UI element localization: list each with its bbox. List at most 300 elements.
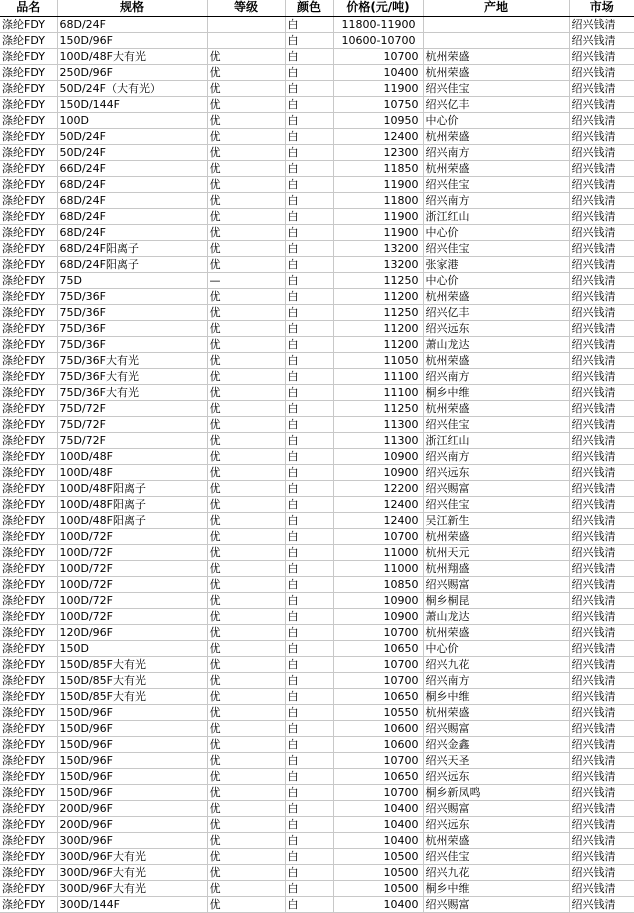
cell-origin: 绍兴佳宝 [423, 416, 569, 432]
cell-market: 绍兴钱清 [569, 352, 634, 368]
cell-color: 白 [285, 304, 333, 320]
table-row [0, 592, 634, 608]
cell-spec: 100D/48F [57, 464, 207, 480]
cell-origin: 杭州荣盛 [423, 128, 569, 144]
cell-market: 绍兴钱清 [569, 64, 634, 80]
cell-market: 绍兴钱清 [569, 464, 634, 480]
cell-grade: 优 [207, 544, 285, 560]
cell-market: 绍兴钱清 [569, 608, 634, 624]
cell-spec: 100D/48F阳离子 [57, 480, 207, 496]
table-row [0, 752, 634, 768]
cell-color: 白 [285, 496, 333, 512]
cell-origin: 绍兴佳宝 [423, 496, 569, 512]
cell-grade: 优 [207, 832, 285, 848]
table-row [0, 704, 634, 720]
cell-product-name: 涤纶FDY [0, 896, 57, 912]
table-row [0, 32, 634, 48]
cell-market: 绍兴钱清 [569, 128, 634, 144]
cell-product-name: 涤纶FDY [0, 48, 57, 64]
cell-grade: 优 [207, 256, 285, 272]
cell-market: 绍兴钱清 [569, 528, 634, 544]
cell-price: 10700 [333, 624, 423, 640]
cell-origin: 桐乡中维 [423, 880, 569, 896]
cell-origin: 桐乡新凤鸣 [423, 784, 569, 800]
cell-spec: 150D/85F大有光 [57, 672, 207, 688]
cell-price: 10400 [333, 800, 423, 816]
cell-product-name: 涤纶FDY [0, 848, 57, 864]
cell-product-name: 涤纶FDY [0, 384, 57, 400]
cell-origin: 绍兴南方 [423, 448, 569, 464]
cell-product-name: 涤纶FDY [0, 320, 57, 336]
cell-color: 白 [285, 16, 333, 32]
cell-grade: 优 [207, 720, 285, 736]
cell-market: 绍兴钱清 [569, 480, 634, 496]
table-row [0, 208, 634, 224]
cell-market: 绍兴钱清 [569, 224, 634, 240]
cell-product-name: 涤纶FDY [0, 304, 57, 320]
cell-price: 10750 [333, 96, 423, 112]
cell-market: 绍兴钱清 [569, 416, 634, 432]
cell-spec: 75D [57, 272, 207, 288]
cell-spec: 150D/144F [57, 96, 207, 112]
cell-origin: 杭州荣盛 [423, 48, 569, 64]
cell-market: 绍兴钱清 [569, 160, 634, 176]
cell-product-name: 涤纶FDY [0, 576, 57, 592]
table-row [0, 304, 634, 320]
header-product-name: 品名 [0, 0, 57, 16]
cell-spec: 150D/96F [57, 768, 207, 784]
cell-origin: 绍兴九花 [423, 864, 569, 880]
cell-price: 10600-10700 [333, 32, 423, 48]
cell-origin: 杭州翔盛 [423, 560, 569, 576]
table-row [0, 48, 634, 64]
cell-market: 绍兴钱清 [569, 592, 634, 608]
cell-product-name: 涤纶FDY [0, 336, 57, 352]
cell-price: 10500 [333, 848, 423, 864]
cell-origin: 中心价 [423, 224, 569, 240]
cell-product-name: 涤纶FDY [0, 704, 57, 720]
cell-color: 白 [285, 208, 333, 224]
cell-price: 12400 [333, 512, 423, 528]
cell-color: 白 [285, 288, 333, 304]
cell-color: 白 [285, 80, 333, 96]
table-row [0, 192, 634, 208]
cell-color: 白 [285, 848, 333, 864]
cell-product-name: 涤纶FDY [0, 672, 57, 688]
cell-spec: 68D/24F [57, 176, 207, 192]
cell-spec: 50D/24F（大有光） [57, 80, 207, 96]
cell-price: 11250 [333, 304, 423, 320]
cell-price: 12300 [333, 144, 423, 160]
cell-price: 10550 [333, 704, 423, 720]
cell-product-name: 涤纶FDY [0, 656, 57, 672]
cell-market: 绍兴钱清 [569, 240, 634, 256]
cell-color: 白 [285, 752, 333, 768]
table-row [0, 544, 634, 560]
cell-origin: 绍兴佳宝 [423, 176, 569, 192]
cell-product-name: 涤纶FDY [0, 720, 57, 736]
table-row [0, 368, 634, 384]
cell-grade: 优 [207, 848, 285, 864]
table-row [0, 848, 634, 864]
cell-spec: 50D/24F [57, 144, 207, 160]
cell-grade: 优 [207, 640, 285, 656]
cell-grade [207, 16, 285, 32]
cell-grade: 优 [207, 304, 285, 320]
table-row [0, 272, 634, 288]
table-row [0, 672, 634, 688]
cell-product-name: 涤纶FDY [0, 160, 57, 176]
cell-market: 绍兴钱清 [569, 512, 634, 528]
table-row [0, 352, 634, 368]
cell-origin: 萧山龙达 [423, 336, 569, 352]
cell-product-name: 涤纶FDY [0, 144, 57, 160]
cell-grade: 优 [207, 576, 285, 592]
cell-market: 绍兴钱清 [569, 176, 634, 192]
cell-origin: 绍兴天圣 [423, 752, 569, 768]
cell-product-name: 涤纶FDY [0, 368, 57, 384]
cell-color: 白 [285, 176, 333, 192]
cell-color: 白 [285, 96, 333, 112]
table-row [0, 176, 634, 192]
cell-market: 绍兴钱清 [569, 208, 634, 224]
cell-color: 白 [285, 448, 333, 464]
cell-color: 白 [285, 416, 333, 432]
cell-grade: 优 [207, 800, 285, 816]
cell-grade: 优 [207, 464, 285, 480]
cell-spec: 300D/96F大有光 [57, 880, 207, 896]
cell-price: 11900 [333, 224, 423, 240]
cell-color: 白 [285, 576, 333, 592]
cell-origin [423, 16, 569, 32]
cell-color: 白 [285, 560, 333, 576]
cell-market: 绍兴钱清 [569, 880, 634, 896]
cell-origin: 杭州荣盛 [423, 624, 569, 640]
cell-origin: 杭州荣盛 [423, 528, 569, 544]
cell-market: 绍兴钱清 [569, 688, 634, 704]
cell-origin: 杭州荣盛 [423, 352, 569, 368]
cell-origin: 桐乡中维 [423, 384, 569, 400]
table-row [0, 96, 634, 112]
cell-grade: 优 [207, 160, 285, 176]
table-row [0, 512, 634, 528]
cell-grade: 优 [207, 624, 285, 640]
cell-color: 白 [285, 32, 333, 48]
cell-product-name: 涤纶FDY [0, 176, 57, 192]
cell-grade: 优 [207, 688, 285, 704]
cell-market: 绍兴钱清 [569, 256, 634, 272]
cell-product-name: 涤纶FDY [0, 32, 57, 48]
table-row [0, 736, 634, 752]
table-row [0, 64, 634, 80]
cell-grade: 优 [207, 208, 285, 224]
cell-spec: 75D/36F [57, 336, 207, 352]
cell-color: 白 [285, 816, 333, 832]
cell-spec: 150D/96F [57, 784, 207, 800]
cell-grade: 优 [207, 592, 285, 608]
cell-origin: 绍兴远东 [423, 768, 569, 784]
cell-spec: 120D/96F [57, 624, 207, 640]
cell-price: 12200 [333, 480, 423, 496]
cell-market: 绍兴钱清 [569, 576, 634, 592]
cell-product-name: 涤纶FDY [0, 512, 57, 528]
cell-price: 11000 [333, 544, 423, 560]
table-row [0, 128, 634, 144]
cell-color: 白 [285, 544, 333, 560]
cell-market: 绍兴钱清 [569, 672, 634, 688]
cell-color: 白 [285, 784, 333, 800]
table-row [0, 832, 634, 848]
cell-spec: 150D [57, 640, 207, 656]
cell-product-name: 涤纶FDY [0, 64, 57, 80]
cell-grade: 优 [207, 48, 285, 64]
cell-price: 10850 [333, 576, 423, 592]
cell-price: 12400 [333, 496, 423, 512]
table-row [0, 144, 634, 160]
cell-spec: 100D/72F [57, 528, 207, 544]
cell-market: 绍兴钱清 [569, 768, 634, 784]
table-row [0, 480, 634, 496]
cell-product-name: 涤纶FDY [0, 800, 57, 816]
cell-grade: 优 [207, 528, 285, 544]
table-row [0, 768, 634, 784]
cell-origin: 中心价 [423, 640, 569, 656]
header-row [0, 0, 634, 16]
cell-price: 11250 [333, 272, 423, 288]
cell-color: 白 [285, 608, 333, 624]
cell-origin: 绍兴亿丰 [423, 304, 569, 320]
cell-price: 11850 [333, 160, 423, 176]
cell-product-name: 涤纶FDY [0, 432, 57, 448]
cell-market: 绍兴钱清 [569, 816, 634, 832]
table-row [0, 608, 634, 624]
cell-color: 白 [285, 480, 333, 496]
cell-spec: 200D/96F [57, 800, 207, 816]
cell-product-name: 涤纶FDY [0, 96, 57, 112]
cell-product-name: 涤纶FDY [0, 592, 57, 608]
cell-spec: 66D/24F [57, 160, 207, 176]
cell-origin: 绍兴佳宝 [423, 80, 569, 96]
cell-spec: 75D/72F [57, 432, 207, 448]
cell-spec: 75D/36F [57, 320, 207, 336]
cell-product-name: 涤纶FDY [0, 544, 57, 560]
table-row [0, 656, 634, 672]
cell-origin: 杭州荣盛 [423, 704, 569, 720]
cell-grade: 优 [207, 896, 285, 912]
cell-market: 绍兴钱清 [569, 320, 634, 336]
table-row [0, 784, 634, 800]
cell-product-name: 涤纶FDY [0, 112, 57, 128]
cell-market: 绍兴钱清 [569, 288, 634, 304]
cell-product-name: 涤纶FDY [0, 608, 57, 624]
cell-origin: 绍兴赐富 [423, 480, 569, 496]
cell-origin: 桐乡桐昆 [423, 592, 569, 608]
cell-price: 10650 [333, 688, 423, 704]
cell-grade: 优 [207, 736, 285, 752]
cell-price: 10650 [333, 768, 423, 784]
cell-color: 白 [285, 128, 333, 144]
cell-spec: 300D/96F大有光 [57, 848, 207, 864]
table-row [0, 896, 634, 912]
cell-color: 白 [285, 384, 333, 400]
cell-market: 绍兴钱清 [569, 48, 634, 64]
header-origin: 产地 [423, 0, 569, 16]
cell-origin: 绍兴赐富 [423, 896, 569, 912]
cell-grade: 优 [207, 112, 285, 128]
cell-spec: 75D/36F大有光 [57, 368, 207, 384]
cell-price: 13200 [333, 256, 423, 272]
cell-color: 白 [285, 64, 333, 80]
cell-price: 10900 [333, 592, 423, 608]
cell-price: 10500 [333, 880, 423, 896]
cell-origin: 浙江红山 [423, 208, 569, 224]
cell-spec: 75D/36F [57, 288, 207, 304]
cell-grade: 优 [207, 560, 285, 576]
cell-color: 白 [285, 240, 333, 256]
cell-product-name: 涤纶FDY [0, 272, 57, 288]
cell-color: 白 [285, 640, 333, 656]
cell-color: 白 [285, 352, 333, 368]
cell-origin: 绍兴赐富 [423, 800, 569, 816]
cell-color: 白 [285, 528, 333, 544]
cell-spec: 300D/96F大有光 [57, 864, 207, 880]
table-row [0, 112, 634, 128]
cell-spec: 150D/85F大有光 [57, 688, 207, 704]
cell-grade: 优 [207, 784, 285, 800]
cell-spec: 100D/48F [57, 448, 207, 464]
table-row [0, 624, 634, 640]
cell-spec: 100D/72F [57, 544, 207, 560]
cell-price: 11900 [333, 208, 423, 224]
cell-price: 10600 [333, 736, 423, 752]
cell-spec: 75D/72F [57, 400, 207, 416]
cell-product-name: 涤纶FDY [0, 688, 57, 704]
cell-product-name: 涤纶FDY [0, 400, 57, 416]
cell-price: 11250 [333, 400, 423, 416]
table-row [0, 224, 634, 240]
header-price: 价格(元/吨) [333, 0, 423, 16]
cell-origin: 杭州荣盛 [423, 64, 569, 80]
cell-price: 11200 [333, 336, 423, 352]
cell-product-name: 涤纶FDY [0, 816, 57, 832]
table-row [0, 256, 634, 272]
cell-product-name: 涤纶FDY [0, 640, 57, 656]
cell-color: 白 [285, 432, 333, 448]
cell-price: 12400 [333, 128, 423, 144]
cell-price: 10650 [333, 640, 423, 656]
cell-spec: 100D/48F阳离子 [57, 496, 207, 512]
cell-spec: 100D/48F大有光 [57, 48, 207, 64]
cell-grade: 优 [207, 144, 285, 160]
table-row [0, 528, 634, 544]
cell-price: 10400 [333, 64, 423, 80]
cell-price: 11100 [333, 368, 423, 384]
cell-price: 10950 [333, 112, 423, 128]
cell-product-name: 涤纶FDY [0, 240, 57, 256]
cell-price: 10700 [333, 528, 423, 544]
cell-color: 白 [285, 112, 333, 128]
cell-market: 绍兴钱清 [569, 400, 634, 416]
cell-product-name: 涤纶FDY [0, 128, 57, 144]
cell-market: 绍兴钱清 [569, 560, 634, 576]
cell-market: 绍兴钱清 [569, 864, 634, 880]
cell-grade: 优 [207, 672, 285, 688]
cell-spec: 68D/24F [57, 224, 207, 240]
cell-origin: 杭州荣盛 [423, 288, 569, 304]
table-body [0, 16, 634, 912]
cell-color: 白 [285, 192, 333, 208]
cell-market: 绍兴钱清 [569, 304, 634, 320]
cell-price: 10400 [333, 896, 423, 912]
cell-spec: 68D/24F阳离子 [57, 240, 207, 256]
cell-price: 11200 [333, 320, 423, 336]
cell-grade: 优 [207, 400, 285, 416]
cell-spec: 300D/96F [57, 832, 207, 848]
cell-color: 白 [285, 720, 333, 736]
table-row [0, 880, 634, 896]
cell-color: 白 [285, 144, 333, 160]
cell-price: 10600 [333, 720, 423, 736]
cell-spec: 150D/85F大有光 [57, 656, 207, 672]
cell-grade: 优 [207, 64, 285, 80]
cell-product-name: 涤纶FDY [0, 16, 57, 32]
cell-price: 11300 [333, 432, 423, 448]
cell-color: 白 [285, 592, 333, 608]
cell-price: 11050 [333, 352, 423, 368]
cell-spec: 150D/96F [57, 704, 207, 720]
cell-market: 绍兴钱清 [569, 704, 634, 720]
table-row [0, 576, 634, 592]
cell-grade: 优 [207, 768, 285, 784]
cell-grade: 优 [207, 80, 285, 96]
cell-product-name: 涤纶FDY [0, 448, 57, 464]
cell-price: 11300 [333, 416, 423, 432]
cell-spec: 100D/48F阳离子 [57, 512, 207, 528]
cell-grade: 优 [207, 368, 285, 384]
cell-grade: 优 [207, 880, 285, 896]
cell-origin: 绍兴佳宝 [423, 848, 569, 864]
cell-market: 绍兴钱清 [569, 80, 634, 96]
cell-spec: 150D/96F [57, 736, 207, 752]
cell-grade: 优 [207, 176, 285, 192]
cell-origin: 绍兴金鑫 [423, 736, 569, 752]
cell-market: 绍兴钱清 [569, 16, 634, 32]
cell-spec: 68D/24F [57, 208, 207, 224]
cell-product-name: 涤纶FDY [0, 864, 57, 880]
cell-product-name: 涤纶FDY [0, 464, 57, 480]
cell-color: 白 [285, 624, 333, 640]
cell-grade: 优 [207, 352, 285, 368]
cell-price: 10700 [333, 672, 423, 688]
cell-market: 绍兴钱清 [569, 752, 634, 768]
table-row [0, 416, 634, 432]
cell-price: 10900 [333, 464, 423, 480]
cell-grade: 优 [207, 320, 285, 336]
cell-origin: 绍兴远东 [423, 464, 569, 480]
cell-grade: 优 [207, 816, 285, 832]
cell-product-name: 涤纶FDY [0, 496, 57, 512]
table-row [0, 464, 634, 480]
cell-origin: 绍兴南方 [423, 368, 569, 384]
cell-market: 绍兴钱清 [569, 144, 634, 160]
cell-origin: 绍兴南方 [423, 144, 569, 160]
table-row [0, 864, 634, 880]
cell-spec: 100D [57, 112, 207, 128]
header-market: 市场 [569, 0, 634, 16]
cell-origin: 浙江红山 [423, 432, 569, 448]
cell-product-name: 涤纶FDY [0, 624, 57, 640]
cell-price: 13200 [333, 240, 423, 256]
